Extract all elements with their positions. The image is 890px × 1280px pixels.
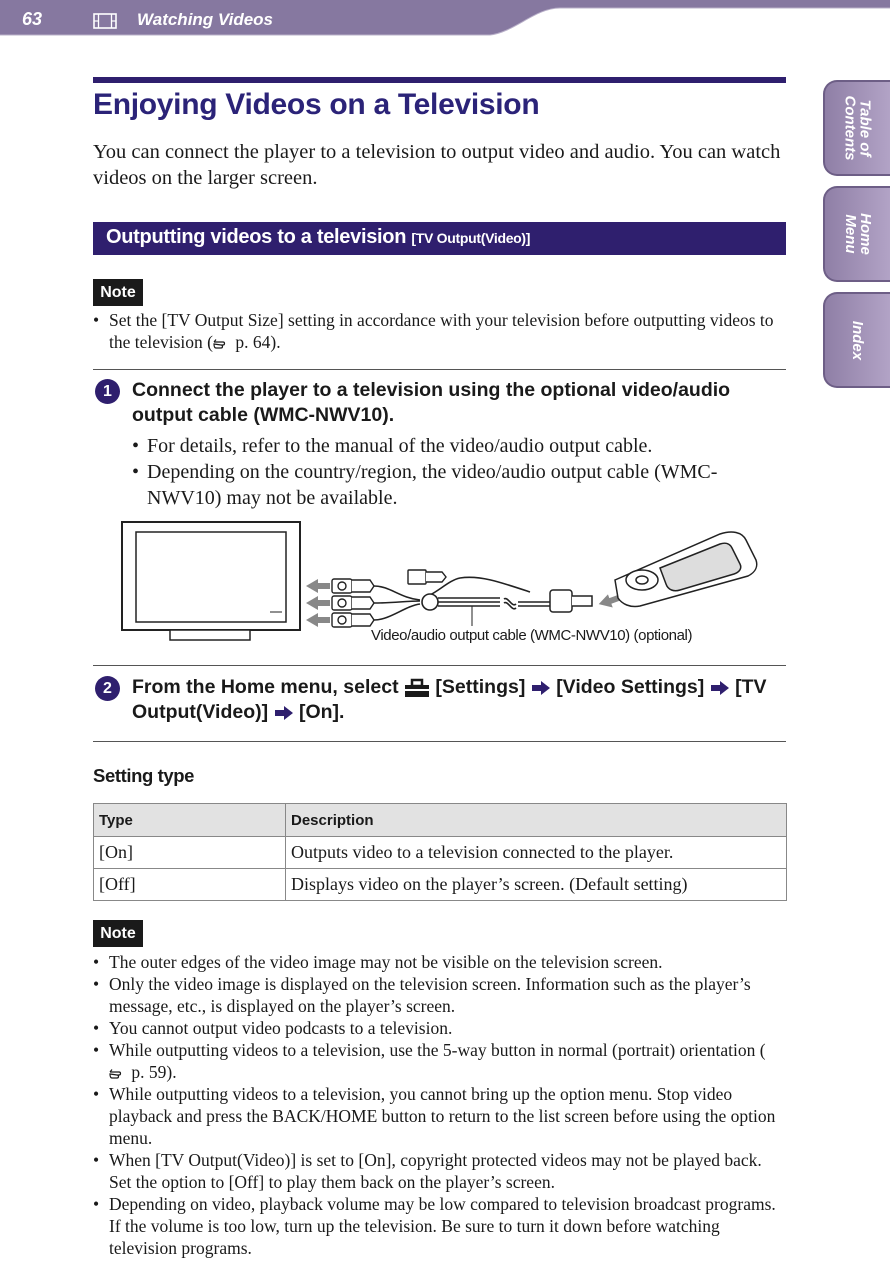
column-header-description: Description — [286, 804, 787, 837]
tab-index-label: Index — [849, 320, 866, 360]
page-title: Enjoying Videos on a Television — [93, 88, 540, 121]
intro-text: You can connect the player to a television to output video and audio. You can watch videos on the larger screen. — [93, 141, 781, 189]
tab-index[interactable] — [823, 292, 890, 388]
divider — [93, 665, 786, 666]
divider — [93, 369, 786, 370]
list-item: • Depending on video, playback volume may be low compared to television broadcast programs. If the volume is too low, turn up the television. Be sure to turn it down before watching television programs. — [93, 1193, 783, 1259]
tab-table-of-contents-label: Table of Contents — [841, 95, 874, 161]
dock-connector — [550, 590, 592, 612]
note-label: Note — [93, 920, 143, 947]
step-2-badge: 2 — [95, 676, 120, 701]
table-header-row — [94, 804, 787, 837]
note-text: Set the [TV Output Size] setting in accordance with your television before outputting videos to the television ( — [109, 310, 774, 352]
cable-lines — [374, 577, 550, 620]
header-band — [0, 0, 890, 40]
list-item — [93, 309, 783, 353]
step-1-badge: 1 — [95, 379, 120, 404]
list-item: • You cannot output video podcasts to a television. — [93, 1017, 783, 1039]
section-heading-tag: [TV Output(Video)] — [411, 230, 531, 246]
title-rule — [93, 77, 786, 83]
toolbox-icon — [404, 678, 430, 698]
step-2-on: [On]. — [298, 701, 345, 723]
note-text: While outputting videos to a television, use the 5-way button in normal (portrait) orientation ( — [109, 1040, 766, 1060]
table-cell-type: [On] — [94, 837, 286, 869]
list-item: • While outputting videos to a television, you cannot bring up the option menu. Stop video playback and press the BACK/HOME button to return to the list screen before using the option menu. — [93, 1083, 783, 1149]
diagram-caption: Video/audio output cable (WMC-NWV10) (optional) — [371, 627, 693, 644]
note-bottom-list — [93, 951, 783, 1259]
film-icon — [93, 13, 117, 29]
list-item: • When [TV Output(Video)] is set to [On], copyright protected videos may not be played back. Set the option to [Off] to play them back on the player’s screen. — [93, 1149, 783, 1193]
usb-plug — [408, 570, 446, 584]
list-item — [93, 1039, 783, 1083]
list-item: • The outer edges of the video image may not be visible on the television screen. — [93, 951, 783, 973]
column-header-type: Type — [94, 804, 286, 837]
step-2-video-settings: [Video Settings] — [556, 676, 705, 698]
table-cell-type: [Off] — [94, 869, 286, 901]
section-heading-title: Outputting videos to a television — [106, 226, 407, 248]
cable-junction — [422, 594, 438, 610]
setting-type-heading: Setting type — [93, 765, 195, 786]
step-1-bullets — [132, 433, 782, 511]
arrow-right-icon — [274, 705, 294, 721]
arrow-icons — [306, 579, 330, 627]
television-illustration — [122, 522, 300, 640]
step-2-prefix: From the Home menu, select — [132, 676, 399, 698]
tab-home-menu-label: Home Menu — [841, 213, 874, 255]
pointing-hand-icon — [109, 1068, 127, 1080]
step-2-text — [132, 675, 782, 725]
table-cell-description: Displays video on the player’s screen. (Default setting) — [286, 869, 787, 901]
page-number: 63 — [22, 9, 43, 29]
list-item: • For details, refer to the manual of the video/audio output cable. — [132, 433, 782, 459]
list-item: • Only the video image is displayed on the television screen. Information such as the player’s message, etc., is displayed on the player’s screen. — [93, 973, 783, 1017]
note-label: Note — [93, 279, 143, 306]
section-title: Watching Videos — [137, 10, 274, 29]
tab-table-of-contents[interactable] — [823, 80, 890, 176]
table-row — [94, 869, 787, 901]
section-heading — [93, 222, 786, 255]
note-top-list — [93, 309, 783, 353]
setting-type-table — [93, 803, 787, 901]
arrow-right-icon — [710, 680, 730, 696]
list-item: • Depending on the country/region, the video/audio output cable (WMC-NWV10) may not be available. — [132, 459, 782, 511]
note-ref: p. 64). — [235, 332, 281, 352]
divider — [93, 741, 786, 742]
player-illustration — [615, 532, 757, 607]
table-row — [94, 837, 787, 869]
arrow-right-icon — [531, 680, 551, 696]
step-2-tv-output: [TV Output(Video)] — [132, 676, 767, 723]
step-2-settings: [Settings] — [435, 676, 526, 698]
note-ref: p. 59). — [131, 1062, 177, 1082]
step-1-text: Connect the player to a television using the optional video/audio output cable (WMC-NWV10). — [132, 379, 731, 426]
tab-home-menu[interactable] — [823, 186, 890, 282]
table-cell-description: Outputs video to a television connected to the player. — [286, 837, 787, 869]
rca-plugs — [332, 579, 374, 627]
pointing-hand-icon — [213, 338, 231, 350]
